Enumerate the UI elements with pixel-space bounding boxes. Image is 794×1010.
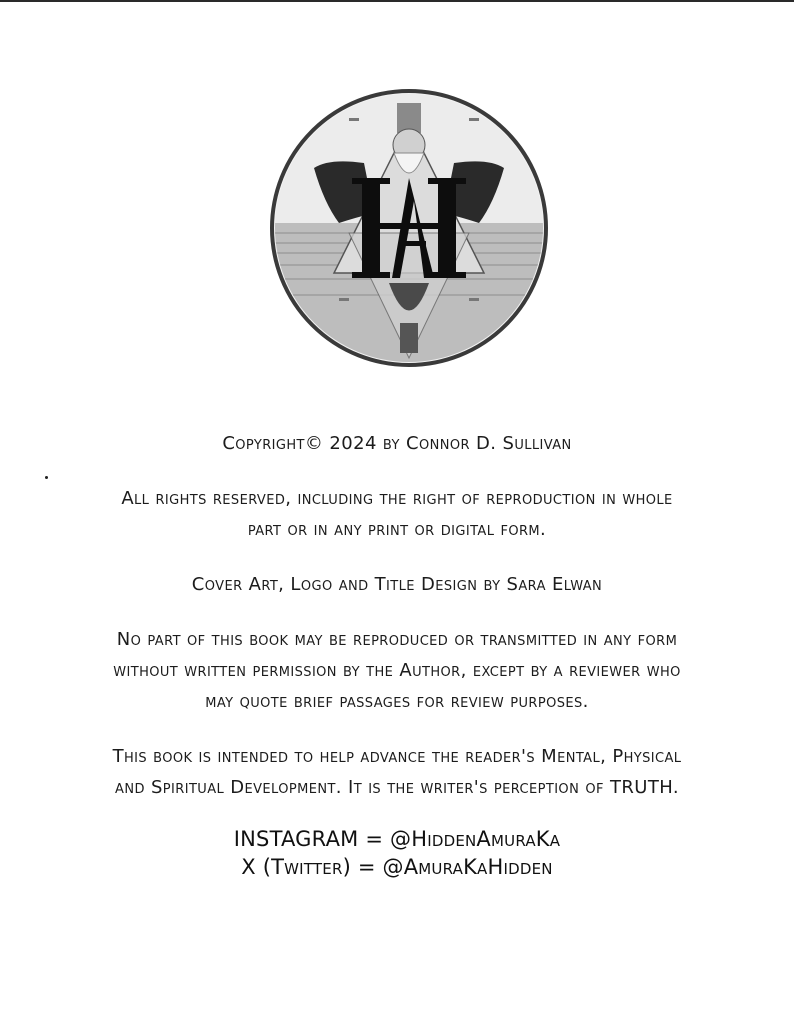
reproduction-notice-paragraph: No part of this book may be reproduced or transmitted in any form without written permission by the Author, except by a reviewer who may quote brief passages for review purposes. [113, 629, 681, 712]
copyright-page-text [0, 428, 794, 881]
instagram-handle: INSTAGRAM = @HiddenAmuraKa [233, 827, 561, 851]
book-intent-paragraph: This book is intended to help advance the reader's Mental, Physical and Spiritual Development. It is the writer's perception of TRUTH. [112, 746, 682, 798]
rights-reserved-paragraph: All rights reserved, including the right of reproduction in whole part or in any print or digital form. [121, 488, 673, 540]
social-handles [0, 825, 794, 881]
copyright-line: Copyright© 2024 by Connor D. Sullivan [222, 433, 572, 454]
x-twitter-handle: X (Twitter) = @AmuraKaHidden [241, 855, 553, 879]
cover-credit-line: Cover Art, Logo and Title Design by Sara Elwan [191, 574, 603, 595]
emblem-logo [264, 83, 554, 373]
top-border-line [0, 0, 794, 2]
